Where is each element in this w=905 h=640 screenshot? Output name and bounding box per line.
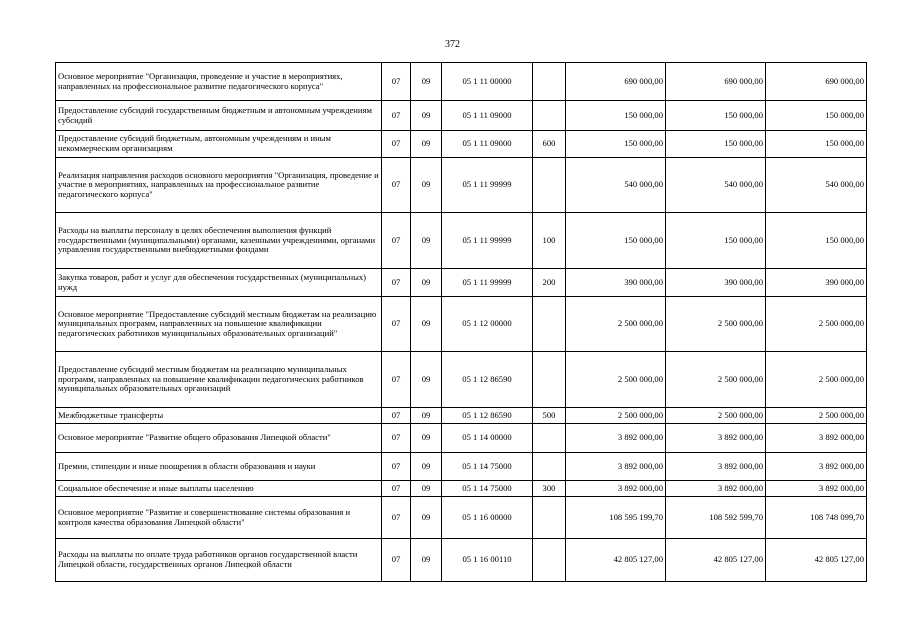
row-description: Предоставление субсидий государственным бюджетным и автономным учреждениям субсидий xyxy=(56,101,382,131)
subsection-code: 09 xyxy=(411,297,442,352)
amount-year-1: 2 500 000,00 xyxy=(566,297,666,352)
amount-year-3: 150 000,00 xyxy=(766,101,867,131)
section-code: 07 xyxy=(382,63,411,101)
expense-type-code: 300 xyxy=(533,481,566,497)
amount-year-3: 690 000,00 xyxy=(766,63,867,101)
amount-year-3: 2 500 000,00 xyxy=(766,408,867,424)
expense-type-code xyxy=(533,424,566,453)
amount-year-1: 3 892 000,00 xyxy=(566,424,666,453)
target-article-code: 05 1 14 75000 xyxy=(442,481,533,497)
target-article-code: 05 1 11 00000 xyxy=(442,63,533,101)
amount-year-2: 3 892 000,00 xyxy=(666,453,766,481)
row-description: Социальное обеспечение и иные выплаты населению xyxy=(56,481,382,497)
table-row xyxy=(56,408,867,424)
section-code: 07 xyxy=(382,158,411,213)
amount-year-2: 108 592 599,70 xyxy=(666,497,766,539)
amount-year-2: 2 500 000,00 xyxy=(666,352,766,408)
row-description: Основное мероприятие "Организация, проведение и участие в мероприятиях, направленных на профессиональное развитие педагогического корпуса" xyxy=(56,63,382,101)
expense-type-code xyxy=(533,63,566,101)
amount-year-1: 150 000,00 xyxy=(566,131,666,158)
section-code: 07 xyxy=(382,213,411,269)
amount-year-1: 3 892 000,00 xyxy=(566,481,666,497)
row-description: Предоставление субсидий бюджетным, автономным учреждениям и иным некоммерческим организациям xyxy=(56,131,382,158)
amount-year-3: 3 892 000,00 xyxy=(766,481,867,497)
amount-year-3: 2 500 000,00 xyxy=(766,297,867,352)
expense-type-code xyxy=(533,497,566,539)
table-row xyxy=(56,101,867,131)
target-article-code: 05 1 16 00110 xyxy=(442,539,533,582)
row-description: Реализация направления расходов основного мероприятия "Организация, проведение и участие в мероприятиях, направленных на профессиональное развитие педагогического корпуса" xyxy=(56,158,382,213)
row-description: Расходы на выплаты по оплате труда работников органов государственной власти Липецкой области, государственных органов Липецкой области xyxy=(56,539,382,582)
amount-year-1: 690 000,00 xyxy=(566,63,666,101)
target-article-code: 05 1 11 09000 xyxy=(442,101,533,131)
section-code: 07 xyxy=(382,424,411,453)
section-code: 07 xyxy=(382,539,411,582)
subsection-code: 09 xyxy=(411,63,442,101)
amount-year-1: 150 000,00 xyxy=(566,213,666,269)
section-code: 07 xyxy=(382,481,411,497)
amount-year-2: 150 000,00 xyxy=(666,101,766,131)
section-code: 07 xyxy=(382,269,411,297)
amount-year-2: 390 000,00 xyxy=(666,269,766,297)
amount-year-1: 42 805 127,00 xyxy=(566,539,666,582)
amount-year-2: 3 892 000,00 xyxy=(666,481,766,497)
amount-year-1: 150 000,00 xyxy=(566,101,666,131)
table-row xyxy=(56,63,867,101)
subsection-code: 09 xyxy=(411,481,442,497)
row-description: Основное мероприятие "Развитие общего образования Липецкой области" xyxy=(56,424,382,453)
subsection-code: 09 xyxy=(411,269,442,297)
table-row xyxy=(56,297,867,352)
subsection-code: 09 xyxy=(411,158,442,213)
row-description: Расходы на выплаты персоналу в целях обеспечения выполнения функций государственными (муниципальными) органами, казенными учреждениями, органами управления государственными внебюджетными фондами xyxy=(56,213,382,269)
amount-year-2: 150 000,00 xyxy=(666,131,766,158)
page-number: 372 xyxy=(445,39,460,50)
subsection-code: 09 xyxy=(411,352,442,408)
subsection-code: 09 xyxy=(411,453,442,481)
expense-type-code xyxy=(533,297,566,352)
table-row xyxy=(56,481,867,497)
expense-type-code xyxy=(533,453,566,481)
amount-year-1: 390 000,00 xyxy=(566,269,666,297)
expense-type-code: 200 xyxy=(533,269,566,297)
amount-year-2: 3 892 000,00 xyxy=(666,424,766,453)
subsection-code: 09 xyxy=(411,424,442,453)
section-code: 07 xyxy=(382,497,411,539)
subsection-code: 09 xyxy=(411,497,442,539)
expense-type-code: 600 xyxy=(533,131,566,158)
table-row xyxy=(56,352,867,408)
amount-year-3: 540 000,00 xyxy=(766,158,867,213)
row-description: Предоставление субсидий местным бюджетам на реализацию муниципальных программ, направленных на повышение квалификации педагогических работников муниципальных образовательных организаций xyxy=(56,352,382,408)
amount-year-3: 3 892 000,00 xyxy=(766,453,867,481)
budget-table xyxy=(55,62,867,582)
target-article-code: 05 1 11 99999 xyxy=(442,213,533,269)
target-article-code: 05 1 11 09000 xyxy=(442,131,533,158)
subsection-code: 09 xyxy=(411,539,442,582)
target-article-code: 05 1 12 86590 xyxy=(442,352,533,408)
table-row xyxy=(56,131,867,158)
target-article-code: 05 1 16 00000 xyxy=(442,497,533,539)
row-description: Основное мероприятие "Предоставление субсидий местным бюджетам на реализацию муниципальных программ, направленных на повышение квалификации педагогических работников муниципальных образовательных организаций" xyxy=(56,297,382,352)
section-code: 07 xyxy=(382,453,411,481)
target-article-code: 05 1 12 00000 xyxy=(442,297,533,352)
table-row xyxy=(56,158,867,213)
target-article-code: 05 1 14 75000 xyxy=(442,453,533,481)
amount-year-3: 390 000,00 xyxy=(766,269,867,297)
expense-type-code xyxy=(533,158,566,213)
row-description: Основное мероприятие "Развитие и совершенствование системы образования и контроля качества образования Липецкой области" xyxy=(56,497,382,539)
amount-year-1: 108 595 199,70 xyxy=(566,497,666,539)
section-code: 07 xyxy=(382,131,411,158)
amount-year-1: 2 500 000,00 xyxy=(566,352,666,408)
amount-year-3: 108 748 099,70 xyxy=(766,497,867,539)
table-row xyxy=(56,539,867,582)
table-row xyxy=(56,269,867,297)
section-code: 07 xyxy=(382,352,411,408)
expense-type-code xyxy=(533,352,566,408)
section-code: 07 xyxy=(382,101,411,131)
subsection-code: 09 xyxy=(411,213,442,269)
amount-year-1: 3 892 000,00 xyxy=(566,453,666,481)
amount-year-3: 3 892 000,00 xyxy=(766,424,867,453)
target-article-code: 05 1 12 86590 xyxy=(442,408,533,424)
amount-year-2: 2 500 000,00 xyxy=(666,408,766,424)
table-row xyxy=(56,213,867,269)
target-article-code: 05 1 11 99999 xyxy=(442,269,533,297)
amount-year-3: 2 500 000,00 xyxy=(766,352,867,408)
expense-type-code: 500 xyxy=(533,408,566,424)
subsection-code: 09 xyxy=(411,101,442,131)
amount-year-2: 150 000,00 xyxy=(666,213,766,269)
subsection-code: 09 xyxy=(411,131,442,158)
table-row xyxy=(56,497,867,539)
amount-year-2: 42 805 127,00 xyxy=(666,539,766,582)
subsection-code: 09 xyxy=(411,408,442,424)
row-description: Премии, стипендии и иные поощрения в области образования и науки xyxy=(56,453,382,481)
amount-year-3: 150 000,00 xyxy=(766,131,867,158)
amount-year-1: 540 000,00 xyxy=(566,158,666,213)
target-article-code: 05 1 14 00000 xyxy=(442,424,533,453)
amount-year-3: 150 000,00 xyxy=(766,213,867,269)
table-row xyxy=(56,453,867,481)
table-row xyxy=(56,424,867,453)
amount-year-1: 2 500 000,00 xyxy=(566,408,666,424)
expense-type-code: 100 xyxy=(533,213,566,269)
row-description: Межбюджетные трансферты xyxy=(56,408,382,424)
row-description: Закупка товаров, работ и услуг для обеспечения государственных (муниципальных) нужд xyxy=(56,269,382,297)
amount-year-2: 690 000,00 xyxy=(666,63,766,101)
section-code: 07 xyxy=(382,297,411,352)
expense-type-code xyxy=(533,539,566,582)
section-code: 07 xyxy=(382,408,411,424)
expense-type-code xyxy=(533,101,566,131)
target-article-code: 05 1 11 99999 xyxy=(442,158,533,213)
amount-year-3: 42 805 127,00 xyxy=(766,539,867,582)
amount-year-2: 2 500 000,00 xyxy=(666,297,766,352)
amount-year-2: 540 000,00 xyxy=(666,158,766,213)
